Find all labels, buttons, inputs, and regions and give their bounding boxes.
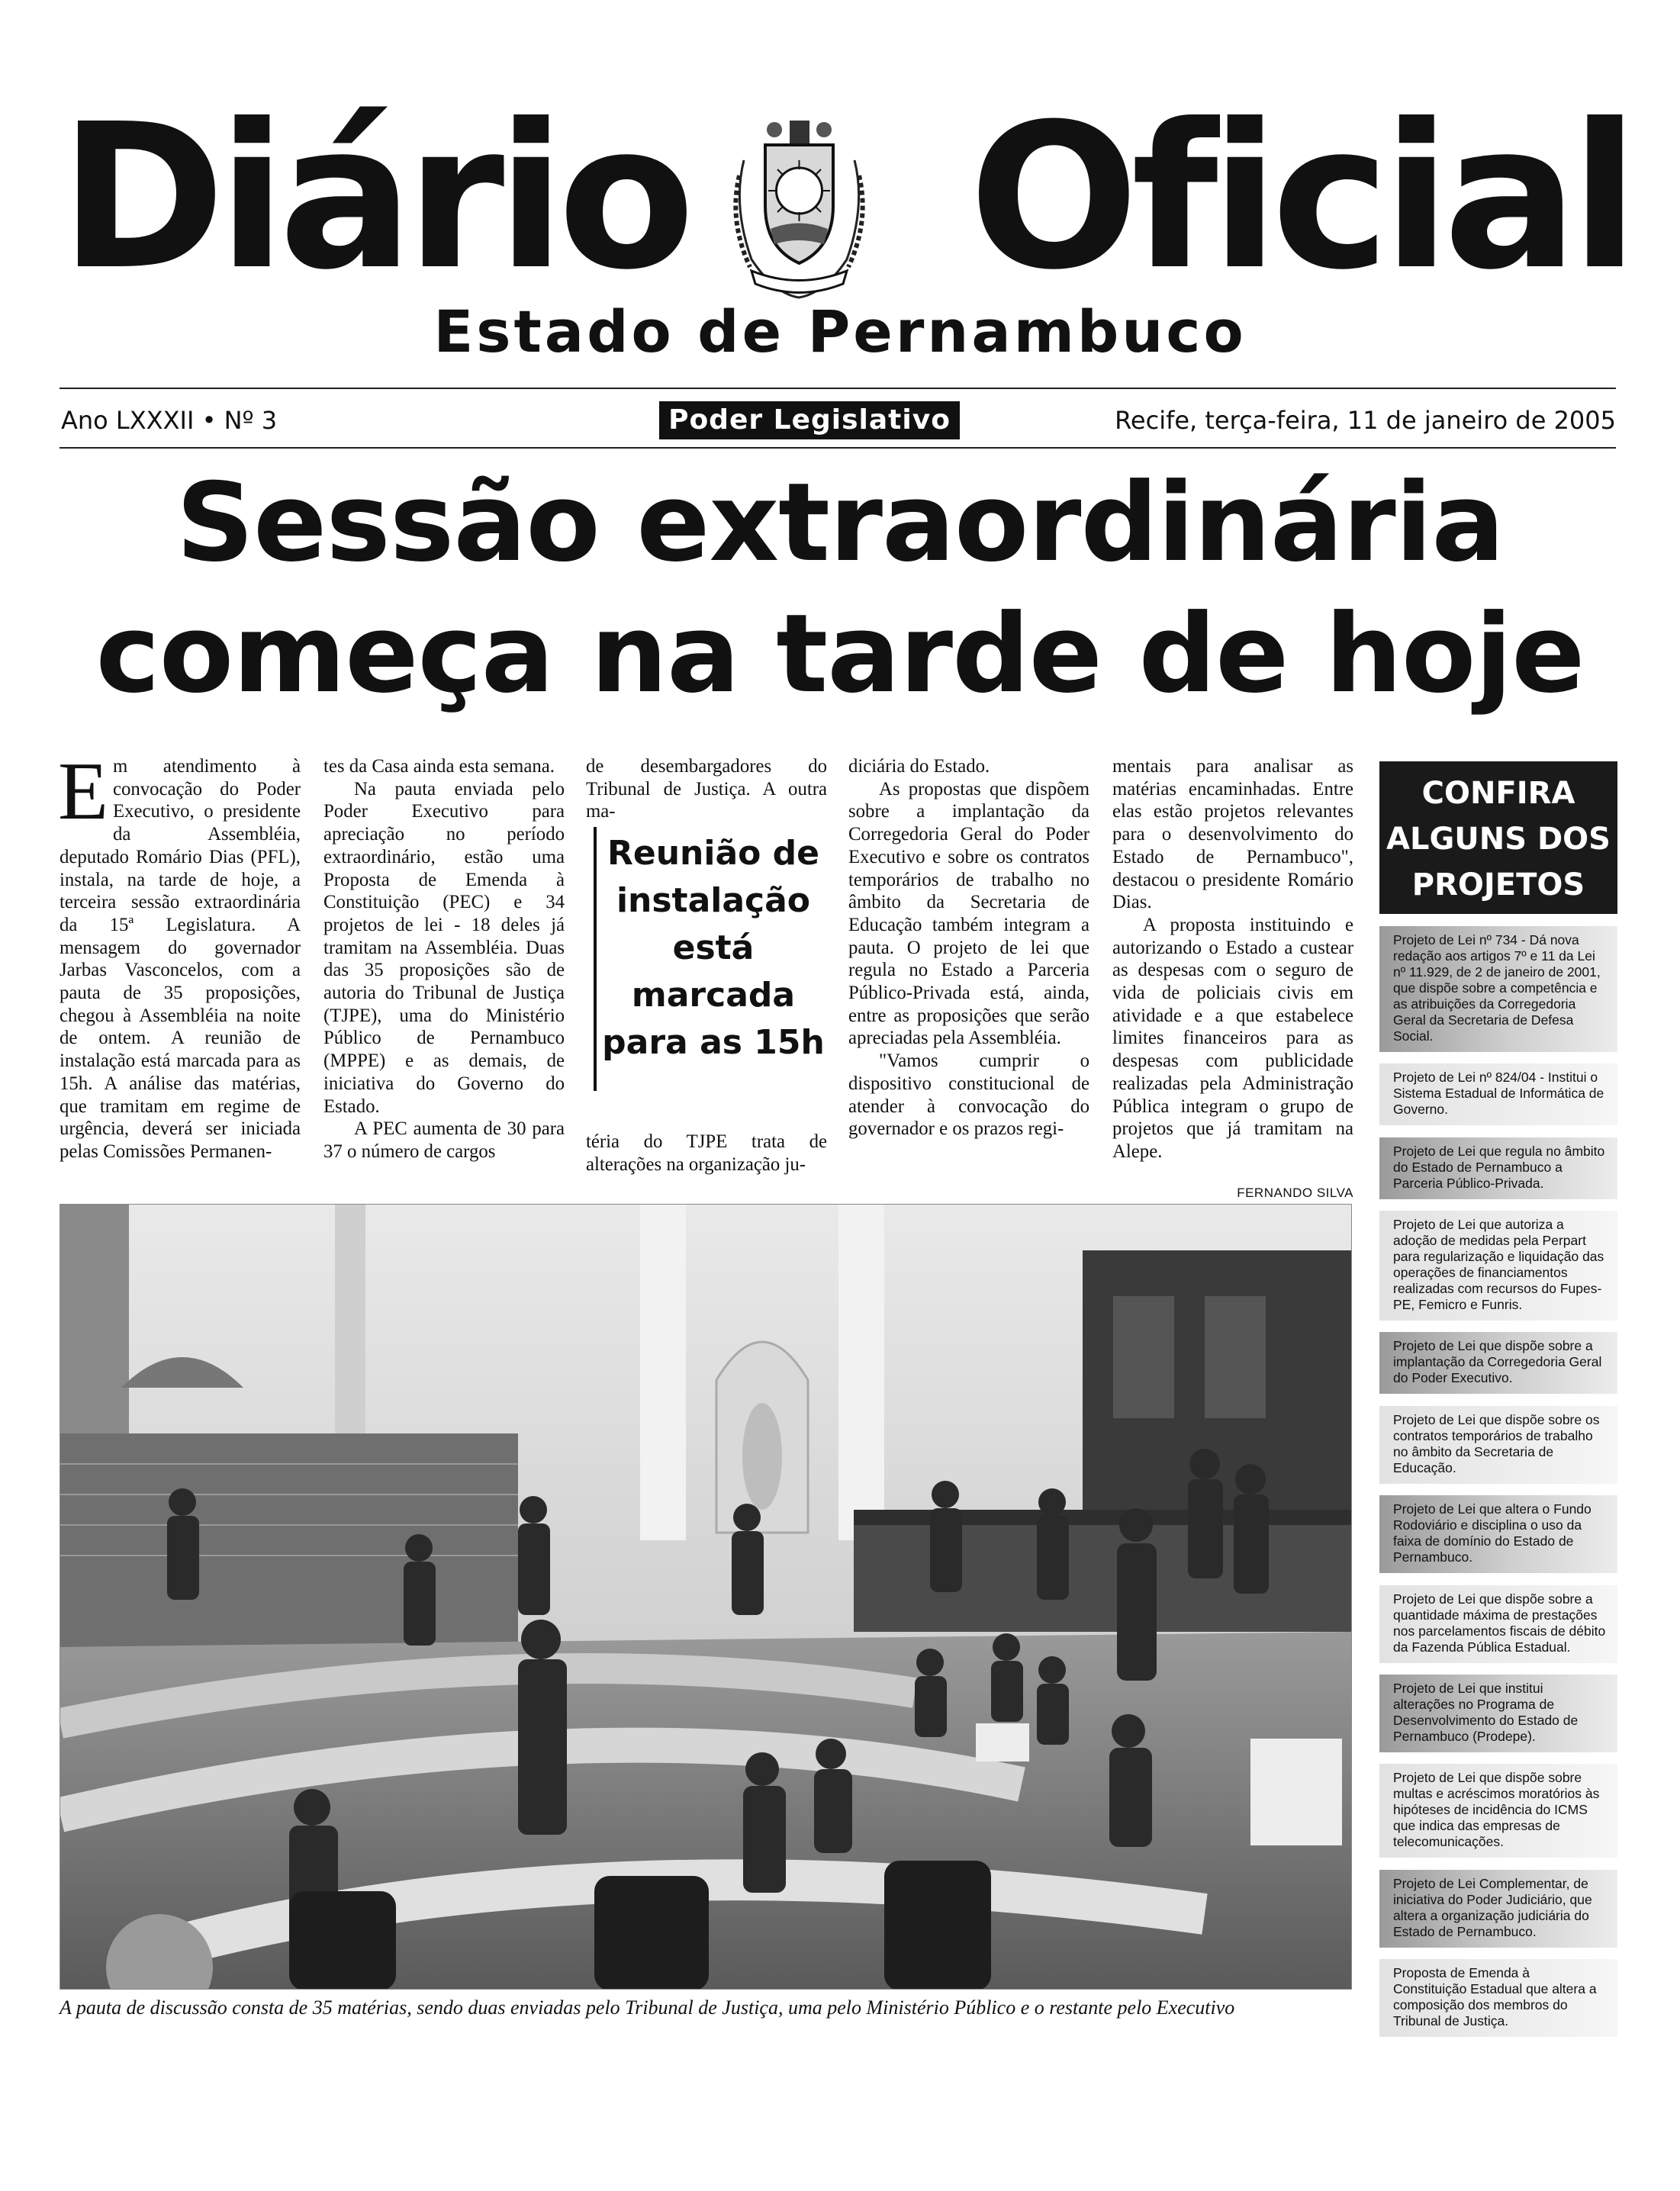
article-col5-p1: mentais para analisar as matérias encaminhadas. Entre elas estão projetos relevantes para o desenvolvimento do Estado de Pernambuco", destacou o presidente Romário Dias. bbox=[1112, 756, 1353, 913]
project-item: Projeto de Lei nº 824/04 - Institui o Sistema Estadual de Informática de Governo. bbox=[1379, 1063, 1617, 1125]
section-tag: Poder Legislativo bbox=[659, 401, 960, 439]
project-item: Projeto de Lei que dispõe sobre a implantação da Corregedoria Geral do Poder Executivo. bbox=[1379, 1332, 1617, 1394]
article-col4-p1: diciária do Estado. bbox=[848, 756, 990, 777]
project-item: Projeto de Lei que dispõe sobre multas e acréscimos moratórios às hipóteses de incidência do ICMS que indica das empresas de telecomunicações. bbox=[1379, 1764, 1617, 1858]
sidebar-title-line-3: PROJETOS bbox=[1411, 867, 1585, 902]
article-column-4 bbox=[848, 755, 1089, 1141]
article-col4-p3: "Vamos cumprir o dispositivo constitucional de atender à convocação do governador e os prazos regi- bbox=[848, 1050, 1089, 1140]
issue-number: Ano LXXXII • Nº 3 bbox=[61, 406, 278, 435]
project-item: Projeto de Lei que regula no âmbito do Estado de Pernambuco a Parceria Público-Privada. bbox=[1379, 1137, 1617, 1199]
projects-list bbox=[1379, 926, 1617, 2037]
article-col2-p1: tes da Casa ainda esta semana. bbox=[323, 756, 555, 777]
dateline: Recife, terça-feira, 11 de janeiro de 2005 bbox=[1115, 406, 1616, 435]
article-col2-p2: Na pauta enviada pelo Poder Executivo para apreciação no período extraordinário, estão uma Proposta de Emenda à Constituição (PEC) e 34 projetos de lei - 18 deles já tramitam na Assembléia. Duas das 35 proposições são de autoria do Tribunal de Justiça (TJPE), uma do Ministério Público de Pernambuco (MPPE) e as demais, de iniciativa do Governo do Estado. bbox=[323, 778, 565, 1117]
article-col1-text: m atendimento à convocação do Poder Executivo, o presidente da Assembléia, deputado Romário Dias (PFL), instala, na tarde de hoje, a terceira sessão extraordinária da 15ª Legislatura. A mensagem do governador Jarbas Vasconcelos, com a pauta de 35 proposições, chegou à Assembléia na noite de ontem. A reunião de instalação está marcada para as 15h. A análise das matérias, que tramitam em regime de urgência, deverá ser iniciada pelas Comissões Permanen- bbox=[60, 756, 301, 1162]
article-col4-p2: As propostas que dispõem sobre a implantação da Corregedoria Geral do Poder Executivo e sobre os contratos temporários de trabalho no âmbito da Secretaria de Educação também integram a pauta. O projeto de lei que regula no Estado a Parceria Público-Privada está, ainda, entre as proposições que serão apreciadas pela Assembléia. bbox=[848, 778, 1089, 1049]
project-item: Projeto de Lei que dispõe sobre os contratos temporários de trabalho no âmbito da Secretaria de Educação. bbox=[1379, 1406, 1617, 1484]
article-column-5 bbox=[1112, 755, 1353, 1163]
project-item: Projeto de Lei Complementar, de iniciativa do Poder Judiciário, que altera a organização judiciária do Estado de Pernambuco. bbox=[1379, 1870, 1617, 1948]
project-item: Proposta de Emenda à Constituição Estadual que altera a composição dos membros do Tribunal de Justiça. bbox=[1379, 1959, 1617, 2037]
assembly-chamber-image bbox=[60, 1205, 1352, 1990]
project-item: Projeto de Lei que dispõe sobre a quantidade máxima de prestações nos parcelamentos fiscais de débito da Fazenda Pública Estadual. bbox=[1379, 1585, 1617, 1663]
sidebar-title-line-1: CONFIRA bbox=[1421, 776, 1575, 811]
article-column-1 bbox=[58, 746, 301, 1163]
photo-caption: A pauta de discussão consta de 35 matérias, sendo duas enviadas pelo Tribunal de Justiça, uma pelo Ministério Público e o restante pelo Executivo bbox=[60, 1996, 1235, 2019]
project-item: Projeto de Lei que institui alterações no Programa de Desenvolvimento do Estado de Pernambuco (Prodepe). bbox=[1379, 1675, 1617, 1752]
drop-cap: E bbox=[58, 746, 108, 837]
pull-quote-line-1: Reunião de bbox=[607, 834, 820, 873]
pull-quote-line-3: está bbox=[672, 928, 755, 967]
project-item: Projeto de Lei que altera o Fundo Rodoviário e disciplina o uso da faixa de domínio do Estado de Pernambuco. bbox=[1379, 1495, 1617, 1573]
photo-credit: FERNANDO SILVA bbox=[1237, 1186, 1353, 1200]
pull-quote-line-2: instalação bbox=[616, 881, 811, 920]
assembly-photo bbox=[60, 1204, 1352, 1990]
masthead-subtitle: Estado de Pernambuco bbox=[433, 298, 1247, 365]
masthead-title-left: Diário bbox=[60, 81, 688, 314]
pull-quote bbox=[594, 827, 830, 1091]
pull-quote-line-5: para as 15h bbox=[602, 1023, 825, 1062]
headline-line-1: Sessão extraordinária bbox=[175, 460, 1505, 586]
masthead-title-right: Oficial bbox=[969, 81, 1632, 314]
headline-line-2: começa na tarde de hoje bbox=[95, 591, 1585, 717]
article-col2-p3: A PEC aumenta de 30 para 37 o número de cargos bbox=[323, 1118, 565, 1162]
pernambuco-coat-of-arms-icon bbox=[729, 114, 870, 301]
article-column-2 bbox=[323, 755, 565, 1163]
sidebar-title bbox=[1379, 761, 1617, 914]
masthead-bottom-rule bbox=[60, 447, 1616, 449]
article-col3-top: de desembargadores do Tribunal de Justiça. A outra ma- bbox=[586, 756, 827, 822]
sidebar-title-line-2: ALGUNS DOS bbox=[1386, 822, 1611, 857]
article-column-3 bbox=[586, 755, 827, 823]
project-item: Projeto de Lei nº 734 - Dá nova redação aos artigos 7º e 11 da Lei nº 11.929, de 2 de janeiro de 2001, que dispõe sobre a competência e as atribuições da Corregedoria Geral da Secretaria de Defesa Social. bbox=[1379, 926, 1617, 1052]
headline bbox=[31, 458, 1649, 720]
masthead-top-rule bbox=[60, 388, 1616, 389]
project-item: Projeto de Lei que autoriza a adoção de medidas pela Perpart para regularização e liquidação das operações de financiamentos realizadas com recursos do Fupes-PE, Femicro e Funris. bbox=[1379, 1211, 1617, 1321]
article-col3-bottom: téria do TJPE trata de alterações na organização ju- bbox=[586, 1131, 827, 1175]
article-col5-p2: A proposta instituindo e autorizando o Estado a custear as despesas com o seguro de vida de policiais civis em atividade e a que estabelece limites financeiros para as despesas com publicidade realizadas pela Administração Pública integram o grupo de projetos que já tramitam na Alepe. bbox=[1112, 914, 1353, 1162]
pull-quote-line-4: marcada bbox=[631, 976, 796, 1015]
